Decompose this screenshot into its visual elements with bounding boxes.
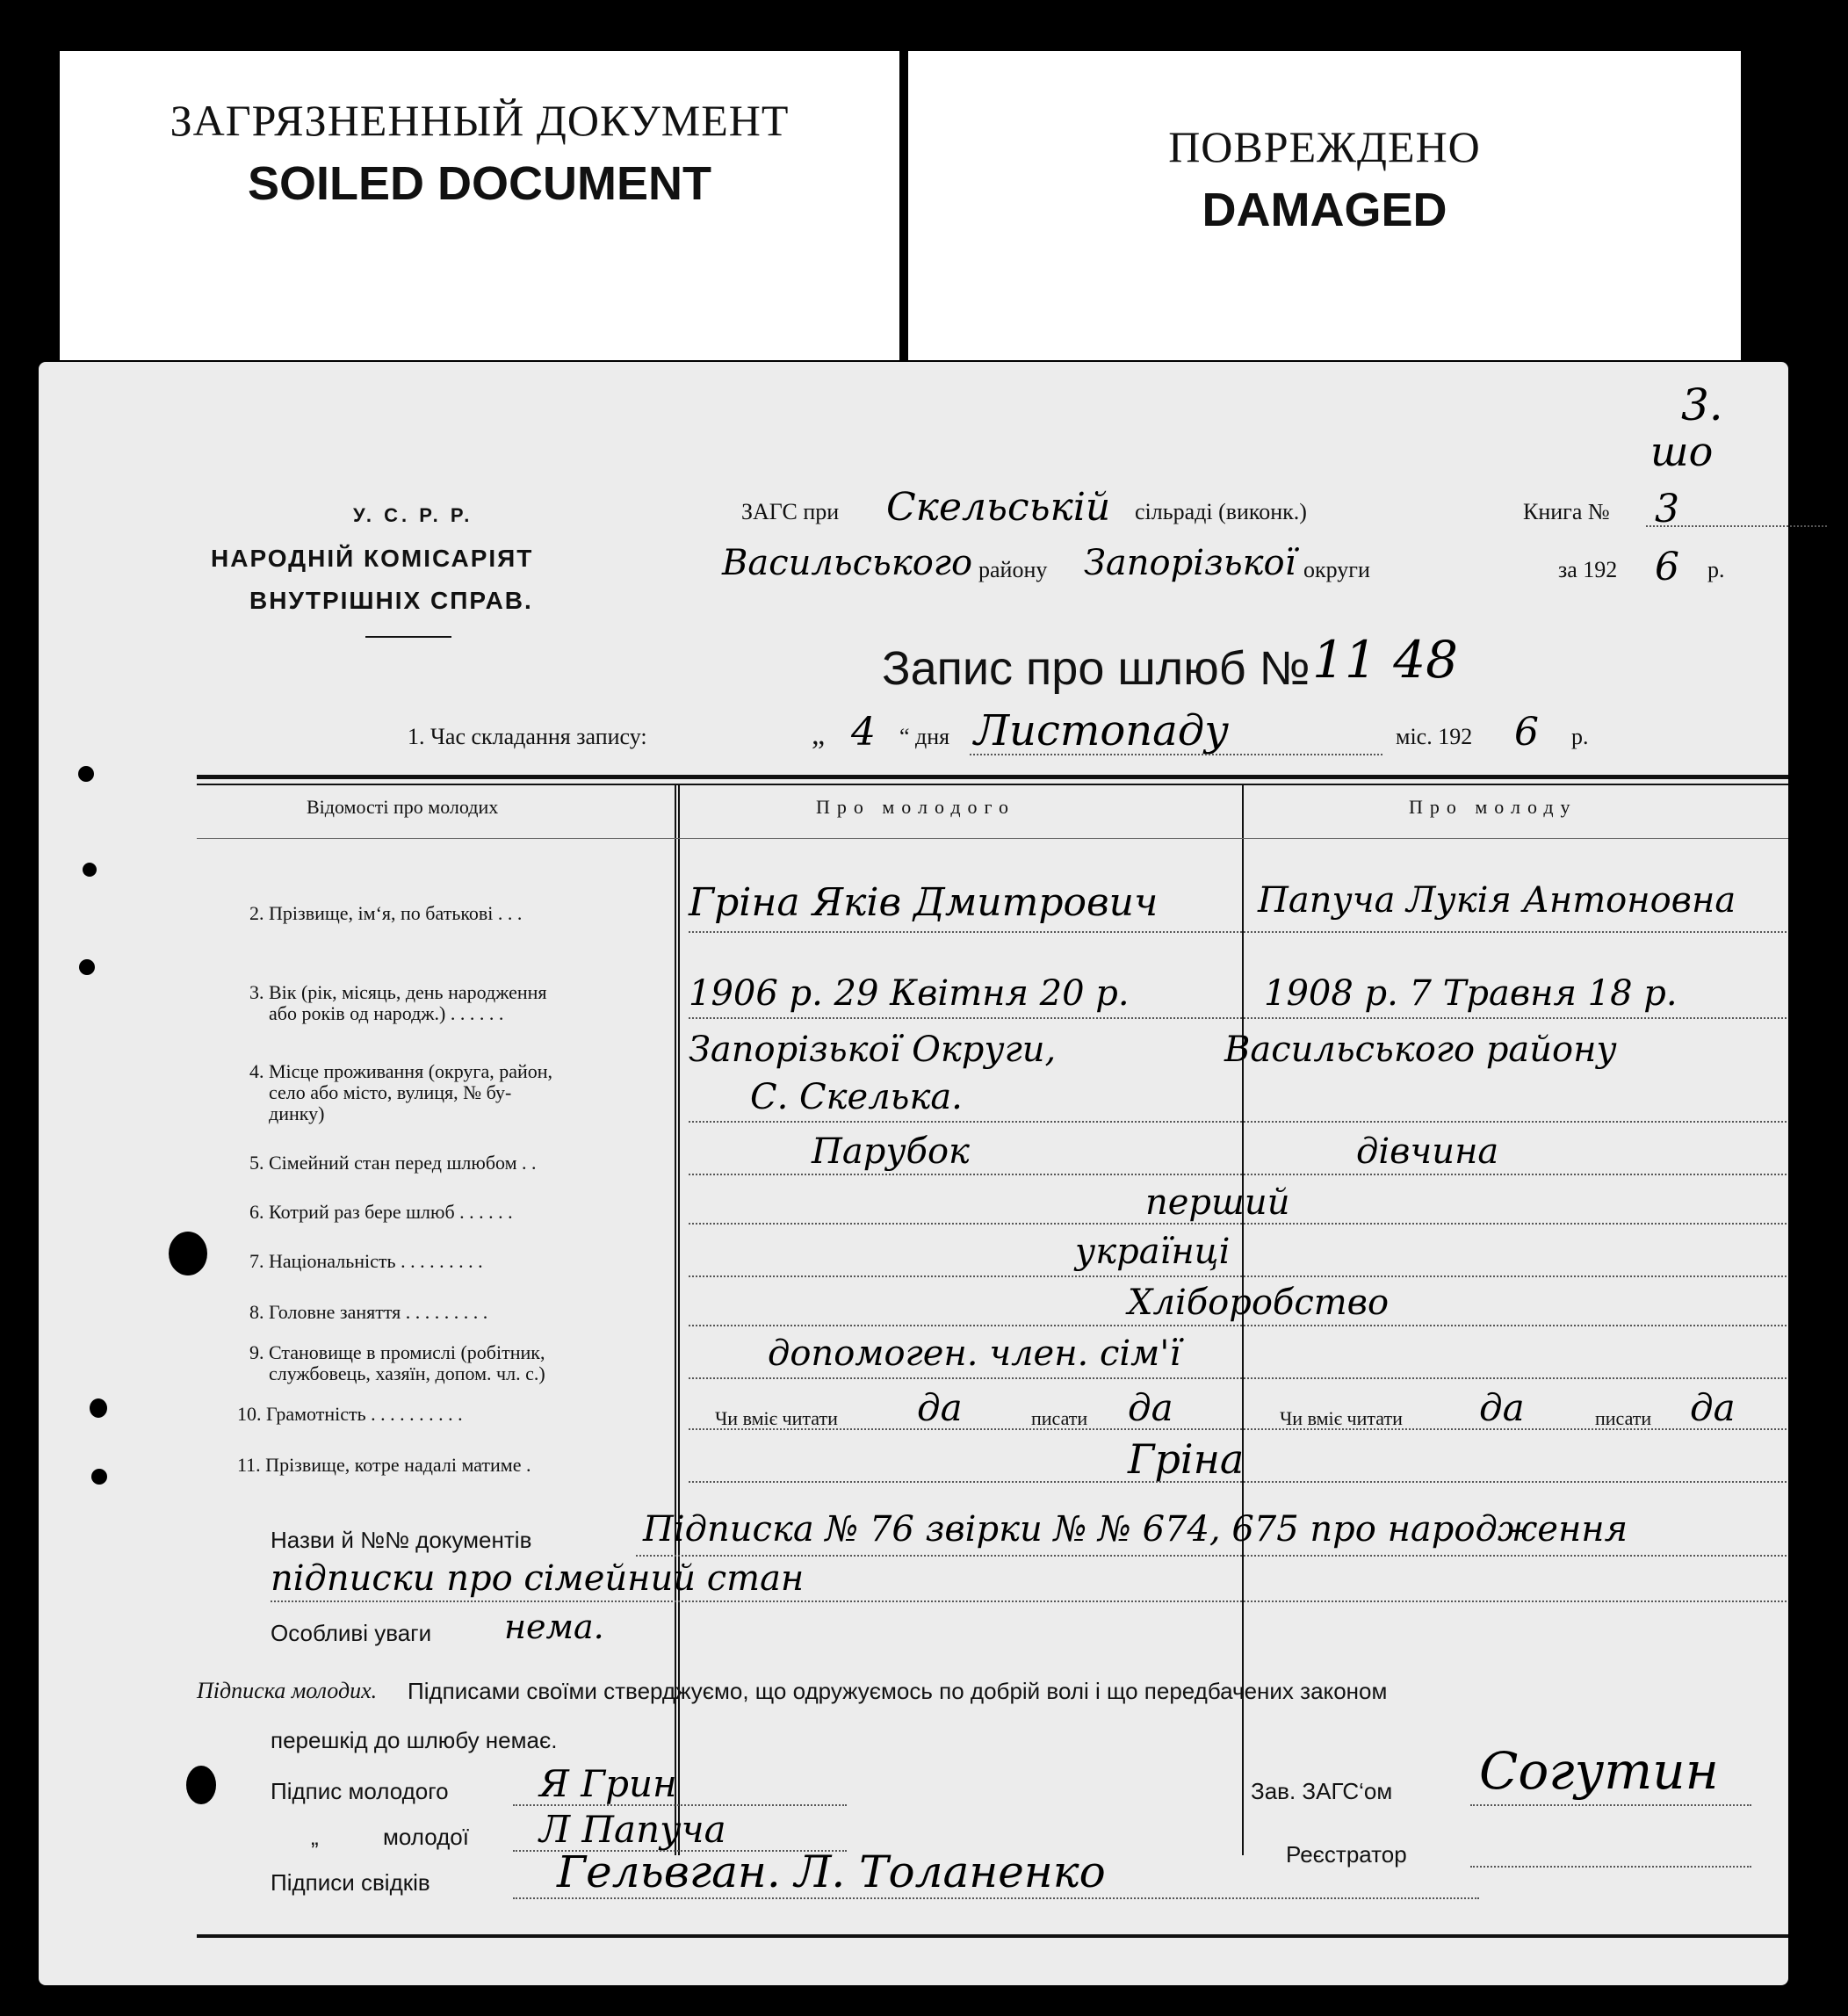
bride-signature-prefix: „	[311, 1824, 319, 1850]
documents-label: Назви й №№ документів	[271, 1527, 532, 1553]
economic-position: допомоген. член. сім'ї	[768, 1333, 1181, 1374]
bride-marital-status: дівчина	[1356, 1131, 1499, 1172]
remarks-value: нема.	[504, 1608, 604, 1646]
selrada-suffix: сільраді (виконк.)	[1135, 499, 1307, 524]
witnesses-line	[513, 1897, 1479, 1899]
bride-signature-label: молодої	[383, 1824, 469, 1850]
raion-name: Васильського	[722, 543, 973, 583]
row-label-future-surname: 11. Прізвище, котре надалі матиме .	[237, 1454, 531, 1476]
head-label: Зав. ЗАГС‘ом	[1251, 1778, 1393, 1804]
record-year-digit: 6	[1514, 710, 1539, 755]
residence-line	[689, 1121, 1787, 1123]
page-number: 3.	[1681, 379, 1723, 430]
table-top-rule	[197, 775, 1788, 779]
statement-text-2: перешкід до шлюбу немає.	[271, 1727, 558, 1753]
statement-lead: Підписка молодих.	[197, 1678, 378, 1703]
month-suffix: міс. 192	[1396, 724, 1473, 749]
column-header-groom: Про молодого	[816, 796, 1016, 818]
okrug-label: округи	[1303, 557, 1370, 582]
column-header-bride: Про молоду	[1409, 796, 1577, 818]
registrar-label: Реєстратор	[1286, 1841, 1407, 1868]
groom-signature-line	[513, 1804, 847, 1806]
row-label-age: 3. Вік (рік, місяць, день народження або років од народж.) . . . . . .	[249, 981, 547, 1024]
groom-signature: Я Грин	[539, 1762, 677, 1805]
count-line	[689, 1223, 1787, 1225]
time-label: 1. Час складання запису:	[408, 724, 647, 749]
age-line	[689, 1017, 1787, 1019]
witnesses-label: Підписи свідків	[271, 1869, 430, 1896]
book-number-line	[1646, 525, 1827, 527]
column-header-info: Відомості про молодих	[307, 796, 499, 818]
position-line	[689, 1377, 1787, 1379]
punch-hole	[83, 863, 97, 877]
bride-write-label: писати	[1595, 1407, 1652, 1429]
surname-line	[689, 1481, 1787, 1483]
occupation-line	[689, 1325, 1787, 1326]
statement-text-1: Підписами своїми стверджуємо, що одружуємось по добрій волі і що передбачених законом	[408, 1678, 1388, 1704]
documents-line-1-rule	[636, 1555, 1787, 1557]
nationality-line	[689, 1275, 1787, 1277]
damaged-label-ru: ПОВРЕЖДЕНО	[1168, 122, 1481, 171]
groom-read-label: Чи вміє читати	[715, 1407, 838, 1429]
book-label: Книга №	[1523, 499, 1610, 524]
row-label-occupation: 8. Головне заняття . . . . . . . . .	[249, 1301, 488, 1323]
okrug-name: Запорізької	[1084, 543, 1296, 583]
groom-signature-label: Підпис молодого	[271, 1778, 449, 1804]
record-month: Листопаду	[974, 706, 1230, 755]
row-label-marriage-count: 6. Котрий раз бере шлюб . . . . . .	[249, 1201, 513, 1223]
year-suffix: р.	[1707, 557, 1725, 582]
bride-signature: Л Папуча	[539, 1808, 726, 1851]
agency-line-1: У. С. Р. Р.	[353, 504, 473, 526]
punch-hole	[79, 959, 95, 975]
residence-raion: Васильського району	[1224, 1030, 1617, 1070]
table-top-rule-thin	[197, 784, 1788, 785]
occupation: Хліборобство	[1128, 1283, 1390, 1323]
groom-full-name: Гріна Яків Дмитрович	[689, 880, 1159, 925]
soiled-label-en: SOILED DOCUMENT	[247, 157, 711, 210]
residence-village: С. Скелька.	[750, 1077, 963, 1117]
bride-can-read: да	[1479, 1386, 1525, 1429]
day-label: “ дня	[899, 724, 950, 749]
damaged-label-en: DAMAGED	[1202, 184, 1447, 236]
row-label-name: 2. Прізвище, ім‘я, по батькові . . .	[249, 902, 523, 924]
bride-full-name: Папуча Лукія Антоновна	[1258, 880, 1736, 921]
record-title: Запис про шлюб №	[882, 642, 1310, 695]
bride-read-label: Чи вміє читати	[1280, 1407, 1403, 1429]
month-line	[970, 754, 1382, 755]
punch-hole	[91, 1469, 107, 1485]
row-label-marital-status: 5. Сімейний стан перед шлюбом . .	[249, 1152, 537, 1174]
groom-can-write: да	[1128, 1386, 1173, 1429]
punch-hole	[169, 1232, 207, 1275]
book-number: 3	[1655, 487, 1679, 531]
bottom-rule	[197, 1934, 1788, 1938]
bride-birth-date: 1908 р. 7 Травня 18 р.	[1264, 973, 1678, 1014]
residence-okrug: Запорізької Округи,	[689, 1030, 1057, 1070]
damaged-label-card	[908, 51, 1741, 360]
documents-line-2: підписки про сімейний стан	[271, 1558, 805, 1599]
row-label-nationality: 7. Національність . . . . . . . . .	[249, 1250, 483, 1272]
groom-write-label: писати	[1031, 1407, 1088, 1429]
witnesses-signatures: Гельвган. Л. Толаненко	[557, 1846, 1106, 1897]
punch-hole	[90, 1398, 107, 1418]
year-label: за 192	[1558, 557, 1618, 582]
row-label-literacy: 10. Грамотність . . . . . . . . . .	[237, 1403, 463, 1425]
head-signature-line	[1470, 1804, 1751, 1806]
groom-marital-status: Парубок	[812, 1131, 970, 1172]
soiled-label-card	[60, 51, 899, 360]
page-annotation: шо	[1650, 428, 1714, 475]
day-quote-open: „	[812, 719, 826, 751]
record-number: 11 48	[1312, 630, 1459, 690]
selrada-name: Скельській	[886, 485, 1111, 530]
head-signature: Согутин	[1479, 1741, 1719, 1801]
marriage-count: перший	[1145, 1182, 1290, 1223]
documents-line-2-rule	[271, 1601, 1787, 1602]
groom-can-read: да	[917, 1386, 963, 1429]
remarks-label: Особливі уваги	[271, 1620, 432, 1646]
name-line	[689, 931, 1787, 933]
agency-line-2: НАРОДНІЙ КОМІСАРІЯТ	[211, 545, 534, 572]
bride-can-write: да	[1690, 1386, 1736, 1429]
zags-prefix: ЗАГС при	[741, 499, 840, 524]
row-label-residence: 4. Місце проживання (округа, район, село або місто, вулиця, № бу- динку)	[249, 1060, 553, 1124]
future-surname: Гріна	[1128, 1435, 1245, 1483]
header-row-rule	[197, 838, 1788, 839]
row-label-position: 9. Становище в промислі (робітник, службовець, хазяїн, допом. чл. с.)	[249, 1341, 545, 1384]
year-digit: 6	[1655, 545, 1679, 589]
status-line	[689, 1174, 1787, 1175]
punch-hole	[186, 1766, 216, 1804]
marriage-record-form	[39, 362, 1788, 1985]
agency-line-3: ВНУТРІШНІХ СПРАВ.	[249, 587, 533, 614]
groom-birth-date: 1906 р. 29 Квітня 20 р.	[689, 973, 1130, 1014]
soiled-label-ru: ЗАГРЯЗНЕННЫЙ ДОКУМЕНТ	[170, 96, 790, 145]
agency-underline	[365, 636, 451, 638]
punch-hole	[78, 766, 94, 782]
registrar-line	[1470, 1866, 1751, 1868]
literacy-line	[689, 1428, 1787, 1430]
nationality: українці	[1075, 1232, 1231, 1272]
record-day: 4	[851, 710, 876, 755]
record-year-suffix: р.	[1571, 724, 1589, 749]
raion-label: району	[978, 557, 1048, 582]
documents-line-1: Підписка № 76 звірки № № 674, 675 про народження	[643, 1509, 1628, 1550]
